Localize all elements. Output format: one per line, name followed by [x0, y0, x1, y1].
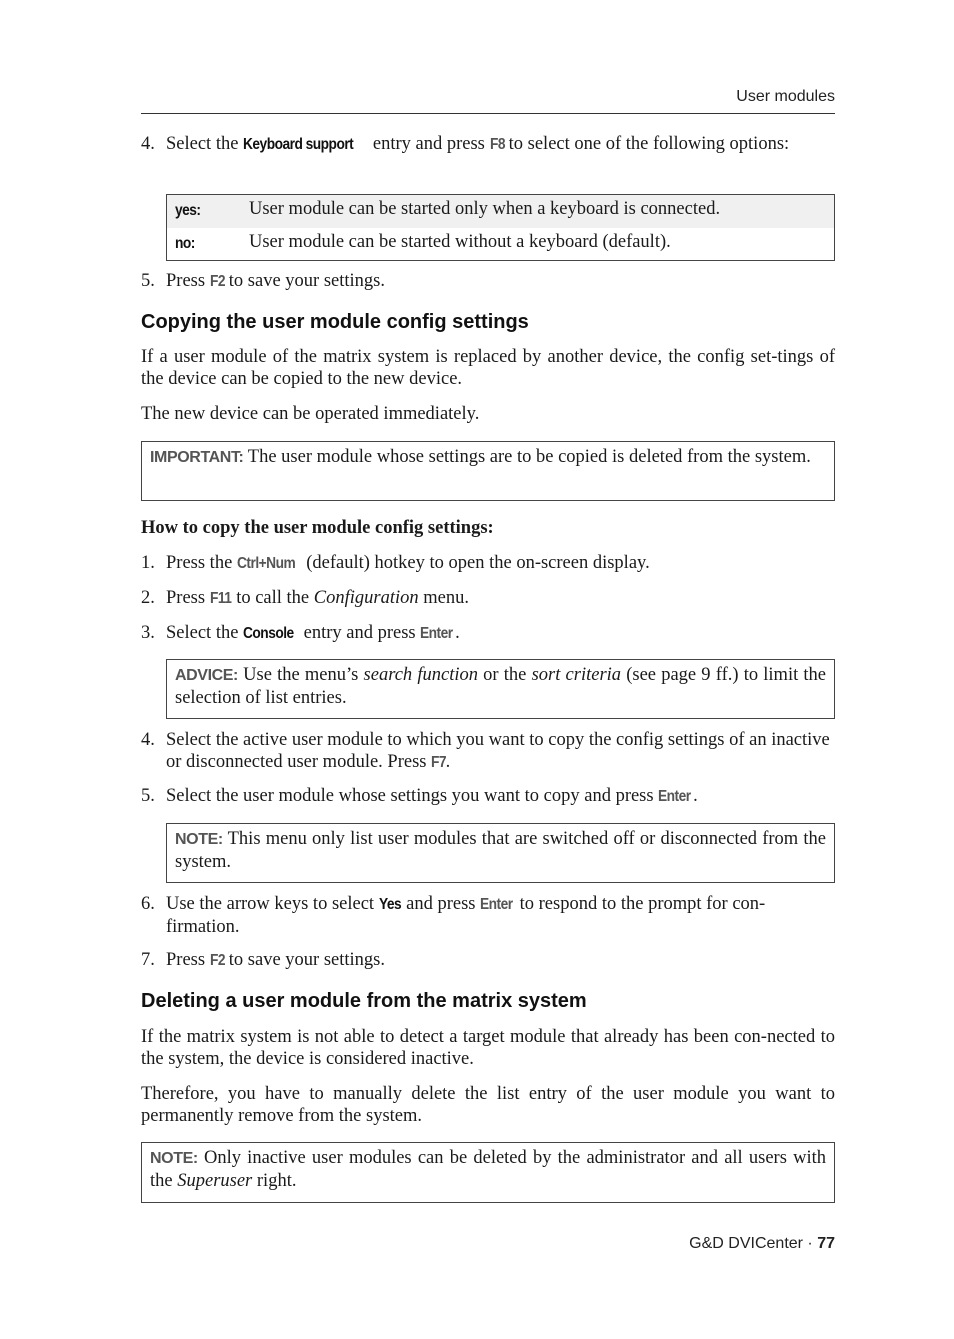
option-text: User module can be started only when a keyboard is connected. [249, 199, 721, 219]
step-text: Press the [166, 553, 237, 573]
options-table [166, 194, 835, 261]
step-number: 5. [141, 271, 155, 291]
section-title-deleting: Deleting a user module from the matrix system [141, 990, 587, 1012]
step-number: 4. [141, 134, 155, 154]
step-text: . [445, 752, 451, 772]
important-label: IMPORTANT: [150, 449, 244, 466]
running-header: User modules [736, 88, 835, 105]
step-number: 2. [141, 588, 155, 608]
paragraph-intro: If a user module of the matrix system is replaced by another device, the config set-tings of the device can be copied to the new device. [141, 347, 835, 389]
step-text: to save your settings. [224, 950, 385, 970]
option-yes: Yes [378, 896, 401, 913]
section-title-copying: Copying the user module config settings [141, 311, 529, 333]
advice-text: or the [478, 665, 532, 685]
page-number: 77 [817, 1235, 835, 1252]
step-text: to call the [236, 588, 314, 608]
key-enter: Enter [480, 896, 513, 913]
important-text: The user module whose settings are to be copied is deleted from the system. [243, 447, 811, 467]
step-5-save [141, 270, 835, 293]
step-number: 1. [141, 553, 155, 573]
step-number: 6. [141, 894, 155, 914]
paragraph-inactive: If the matrix system is not able to detect a target module that already has been con-nected to the system, the device is considered inactive. [141, 1027, 835, 1069]
note-text: This menu only list user modules that are switched off or disconnected from the system. [175, 829, 826, 872]
key-f7: F7 [431, 754, 447, 771]
advice-text: Use the menu’s [237, 665, 364, 685]
right-name-superuser: Superuser [177, 1171, 253, 1191]
menu-item-keyboard-support: Keyboard support [243, 136, 354, 153]
note-text: right. [252, 1171, 297, 1191]
key-ctrl-num: Ctrl+Num [236, 555, 296, 572]
menu-name-configuration: Configuration [313, 588, 419, 608]
step-text: Press [166, 588, 210, 608]
step-text: entry and press [303, 623, 421, 643]
option-key: no: [175, 235, 195, 252]
step-5 [141, 785, 835, 808]
option-row-yes [167, 195, 834, 228]
step-text: Select the active user module to which you want to copy the config settings of an inactive or disconnected user module. Press [166, 730, 830, 772]
step-text: Select the [166, 623, 244, 643]
step-2 [141, 587, 835, 610]
step-text: Select the user module whose settings you want to copy and press [166, 786, 659, 806]
step-number: 3. [141, 623, 155, 643]
key-f11: F11 [209, 590, 232, 607]
important-box [141, 441, 835, 501]
step-text: and press [406, 894, 481, 914]
key-enter: Enter [658, 788, 691, 805]
running-footer [141, 1235, 835, 1253]
product-name: G&D DVICenter · [689, 1235, 818, 1252]
step-text: Select the [166, 134, 244, 154]
header-rule [141, 113, 835, 114]
key-f2: F2 [209, 952, 225, 969]
note-text: Only inactive user modules can be deleted by the administrator and all users with the [150, 1148, 826, 1191]
menu-item-console: Console [243, 625, 294, 642]
step-text: menu. [418, 588, 469, 608]
advice-term: search function [363, 665, 478, 685]
option-key: yes: [175, 202, 201, 219]
step-text: to select one of the following options: [508, 134, 790, 154]
step-text: to save your settings. [224, 271, 385, 291]
step-text: entry and press [372, 134, 490, 154]
step-text: Press [166, 271, 210, 291]
option-text: User module can be started without a keyboard (default). [249, 232, 671, 252]
step-7 [141, 949, 835, 972]
option-row-no [167, 228, 834, 261]
key-f2: F2 [209, 273, 225, 290]
step-number: 7. [141, 950, 155, 970]
step-text: . [455, 623, 460, 643]
note-box-menu [166, 823, 835, 883]
advice-box [166, 659, 835, 719]
paragraph-delete: Therefore, you have to manually delete the list entry of the user module you want to permanently remove from the system. [141, 1084, 835, 1126]
advice-label: ADVICE: [175, 667, 238, 684]
step-number: 4. [141, 730, 155, 750]
step-4-keyboard-support [141, 133, 835, 156]
step-text: . [693, 786, 698, 806]
note-box-superuser [141, 1142, 835, 1203]
step-text: Use the arrow keys to select [166, 894, 379, 914]
paragraph-immediate: The new device can be operated immediately. [141, 404, 480, 424]
step-6 [141, 893, 835, 938]
step-text: Press [166, 950, 210, 970]
key-enter: Enter [420, 625, 453, 642]
advice-term: sort criteria [531, 665, 622, 685]
key-f8: F8 [489, 136, 505, 153]
step-4 [141, 729, 835, 774]
step-3 [141, 622, 835, 645]
step-text: to respond to the prompt for con-firmation. [166, 894, 766, 937]
note-label: NOTE: [175, 831, 223, 848]
step-number: 5. [141, 786, 155, 806]
step-1 [141, 552, 835, 575]
step-text: (default) hotkey to open the on-screen display. [306, 553, 650, 573]
advice-text: (see page 9 ff.) to limit the selection of list entries. [175, 665, 827, 708]
howto-heading: How to copy the user module config settings: [141, 518, 494, 538]
note-label: NOTE: [150, 1150, 198, 1167]
